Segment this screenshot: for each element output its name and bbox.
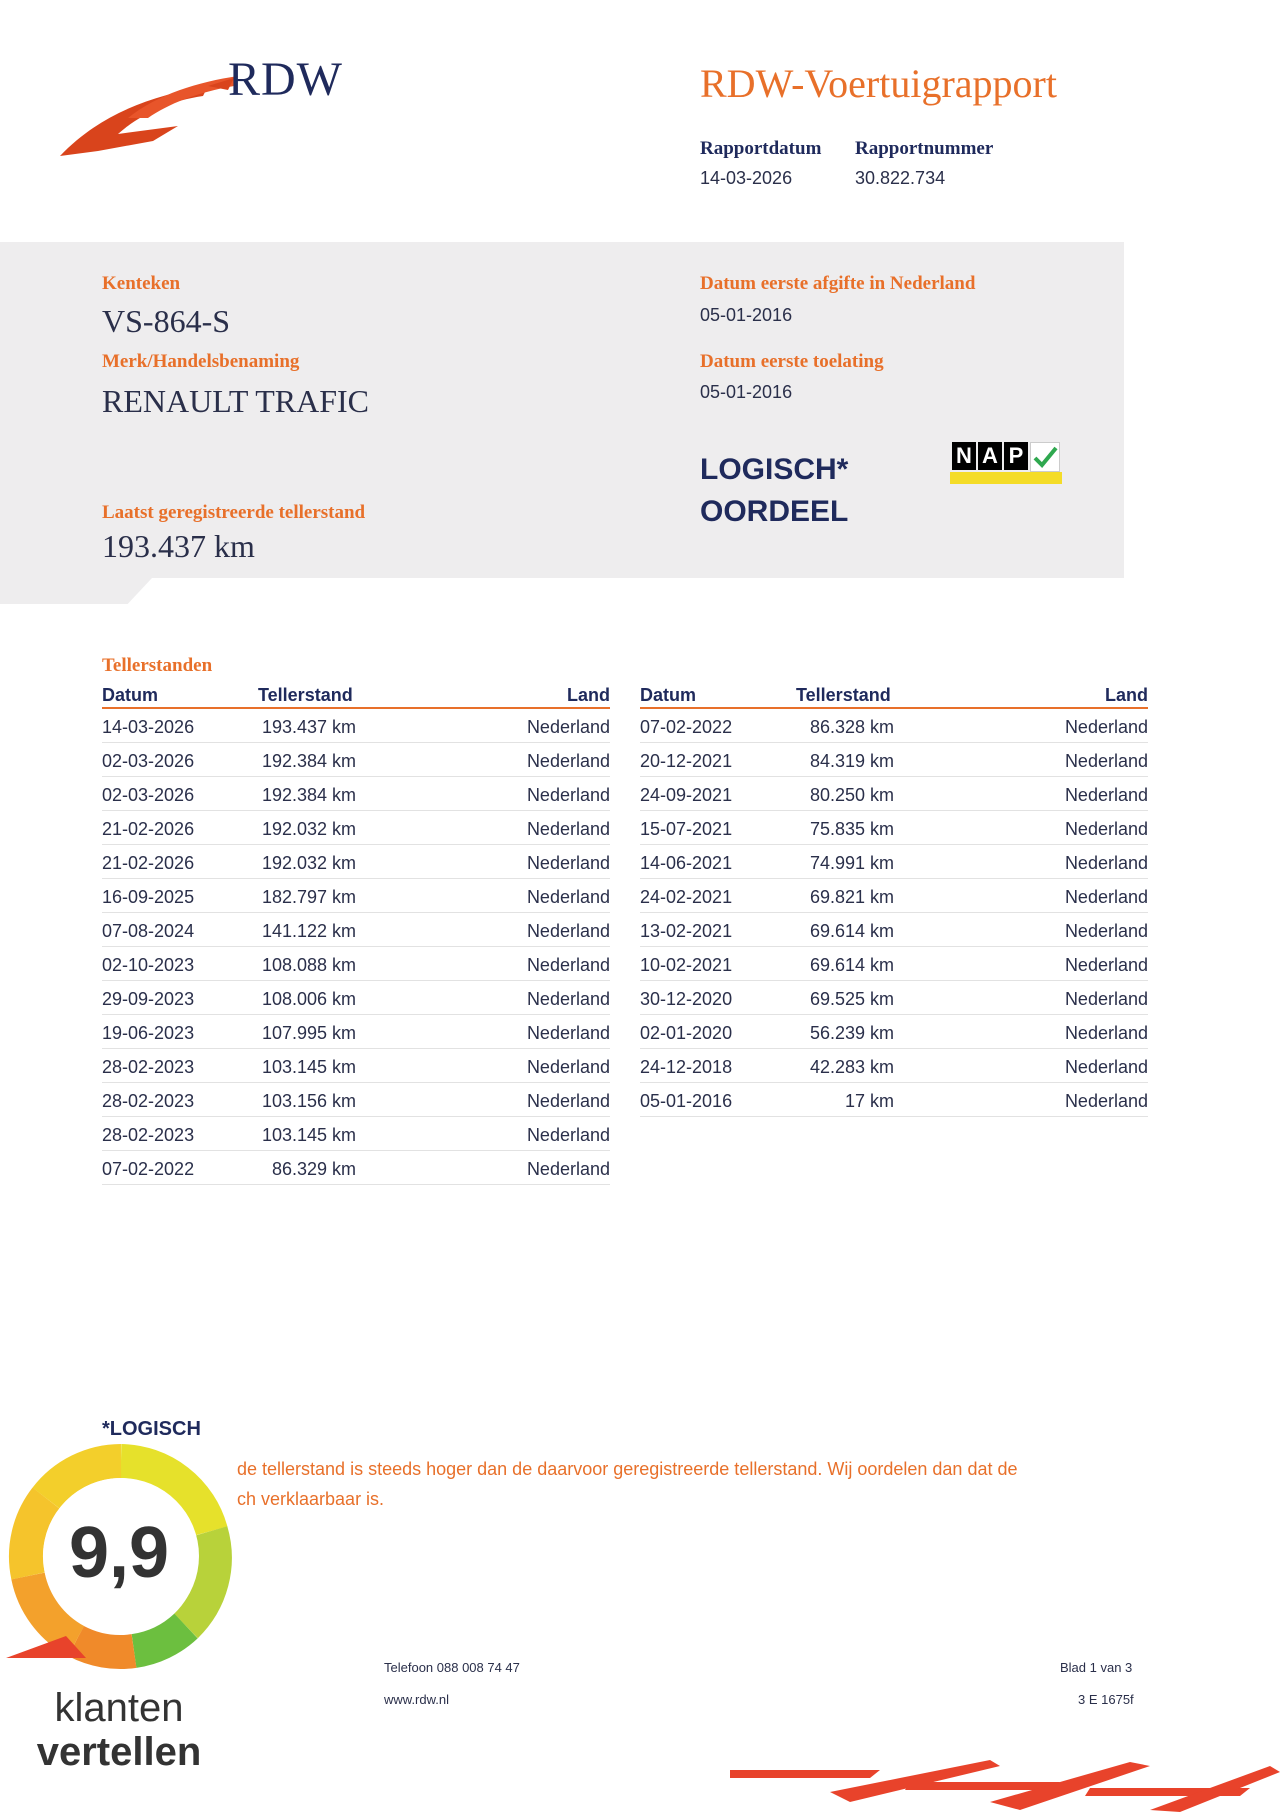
- cell-country: Nederland: [526, 955, 610, 975]
- cell-km: 69.614 km: [809, 955, 894, 975]
- table-row: [102, 709, 610, 743]
- cell-km: 192.384 km: [261, 751, 356, 771]
- nap-letter: N: [952, 442, 976, 470]
- cell-country: Nederland: [1064, 887, 1148, 907]
- table-row: [640, 879, 1148, 913]
- cell-country: Nederland: [1064, 819, 1148, 839]
- cell-date: 02-10-2023: [102, 955, 195, 975]
- cell-country: Nederland: [526, 1023, 610, 1043]
- odometer-table-left: [102, 685, 610, 1185]
- cell-date: 21-02-2026: [102, 853, 195, 873]
- table-row: [640, 1015, 1148, 1049]
- footer-website[interactable]: www.rdw.nl: [384, 1692, 450, 1707]
- cell-country: Nederland: [1064, 1057, 1148, 1077]
- header-date: Datum: [102, 685, 159, 705]
- report-date-label: Rapportdatum: [700, 138, 822, 159]
- rating-caption-2: vertellen: [36, 1730, 202, 1774]
- cell-country: Nederland: [1064, 921, 1148, 941]
- cell-country: Nederland: [1064, 751, 1148, 771]
- table-row: [640, 845, 1148, 879]
- cell-country: Nederland: [526, 717, 610, 737]
- cell-km: 193.437 km: [261, 717, 356, 737]
- footnote-line: ch verklaarbaar is.: [237, 1489, 385, 1509]
- cell-date: 07-08-2024: [102, 921, 195, 941]
- checkmark-icon: [1030, 442, 1060, 472]
- plate-value: VS-864-S: [102, 303, 231, 339]
- table-header: [102, 685, 610, 709]
- table-row: [102, 811, 610, 845]
- table-row: [102, 947, 610, 981]
- cell-date: 20-12-2021: [640, 751, 733, 771]
- cell-country: Nederland: [1064, 989, 1148, 1009]
- table-row: [102, 845, 610, 879]
- footer-phone: Telefoon 088 008 74 47: [384, 1660, 520, 1675]
- table-row: [640, 743, 1148, 777]
- footnote-line: de tellerstand is steeds hoger dan de daarvoor geregistreerde tellerstand. Wij oordelen dan dat de: [237, 1459, 1018, 1479]
- first-nl-label: Datum eerste afgifte in Nederland: [700, 273, 976, 294]
- cell-km: 192.032 km: [261, 853, 356, 873]
- footer-page-number: Blad 1 van 3: [1060, 1660, 1133, 1675]
- cell-country: Nederland: [1064, 853, 1148, 873]
- cell-country: Nederland: [526, 819, 610, 839]
- first-admission-label: Datum eerste toelating: [700, 351, 884, 372]
- cell-date: 02-01-2020: [640, 1023, 733, 1043]
- header-date: Datum: [640, 685, 697, 705]
- table-header: [640, 685, 1148, 709]
- cell-date: 28-02-2023: [102, 1091, 195, 1111]
- odometer-table-right: [640, 685, 1148, 1117]
- report-date: 14-03-2026: [700, 168, 793, 188]
- report-number: 30.822.734: [855, 168, 946, 188]
- table-row: [640, 777, 1148, 811]
- header-country: Land: [567, 685, 610, 705]
- table-row: [640, 913, 1148, 947]
- table-row: [640, 981, 1148, 1015]
- cell-date: 28-02-2023: [102, 1057, 195, 1077]
- cell-country: Nederland: [1064, 785, 1148, 805]
- cell-country: Nederland: [526, 887, 610, 907]
- cell-country: Nederland: [526, 921, 610, 941]
- make-label: Merk/Handelsbenaming: [102, 351, 300, 372]
- cell-km: 86.329 km: [271, 1159, 356, 1179]
- panel-tab-shape: [0, 578, 152, 604]
- cell-country: Nederland: [1064, 717, 1148, 737]
- cell-country: Nederland: [526, 751, 610, 771]
- cell-km: 17 km: [844, 1091, 894, 1111]
- cell-date: 30-12-2020: [640, 989, 733, 1009]
- cell-country: Nederland: [526, 785, 610, 805]
- cell-km: 103.145 km: [261, 1057, 356, 1077]
- table-row: [640, 811, 1148, 845]
- cell-date: 02-03-2026: [102, 751, 195, 771]
- cell-km: 108.006 km: [261, 989, 356, 1009]
- cell-km: 42.283 km: [809, 1057, 894, 1077]
- table-row: [102, 1049, 610, 1083]
- nap-letter: A: [978, 442, 1002, 470]
- cell-date: 15-07-2021: [640, 819, 733, 839]
- table-row: [640, 1049, 1148, 1083]
- table-row: [640, 1083, 1148, 1117]
- table-title: Tellerstanden: [102, 655, 213, 676]
- table-row: [102, 913, 610, 947]
- table-row: [102, 981, 610, 1015]
- first-nl-value: 05-01-2016: [700, 305, 793, 325]
- nap-letter: P: [1004, 442, 1028, 470]
- cell-date: 02-03-2026: [102, 785, 195, 805]
- cell-km: 75.835 km: [809, 819, 894, 839]
- odometer-value: 193.437 km: [102, 528, 255, 564]
- cell-country: Nederland: [526, 853, 610, 873]
- plate-label: Kenteken: [102, 273, 181, 294]
- cell-date: 14-06-2021: [640, 853, 733, 873]
- cell-km: 192.032 km: [261, 819, 356, 839]
- cell-country: Nederland: [526, 1125, 610, 1145]
- table-row: [102, 879, 610, 913]
- table-row: [640, 709, 1148, 743]
- cell-km: 80.250 km: [809, 785, 894, 805]
- cell-km: 69.821 km: [809, 887, 894, 907]
- cell-date: 07-02-2022: [640, 717, 733, 737]
- nap-yellow-bar: [950, 472, 1062, 484]
- table-row: [640, 947, 1148, 981]
- make-value: RENAULT TRAFIC: [102, 383, 370, 419]
- cell-date: 13-02-2021: [640, 921, 733, 941]
- cell-country: Nederland: [526, 1057, 610, 1077]
- cell-date: 05-01-2016: [640, 1091, 733, 1111]
- footnote-title: *LOGISCH: [102, 1418, 201, 1440]
- table-row: [102, 1083, 610, 1117]
- cell-date: 24-09-2021: [640, 785, 733, 805]
- table-row: [102, 743, 610, 777]
- rating-score: 9,9: [68, 1513, 170, 1593]
- cell-date: 28-02-2023: [102, 1125, 195, 1145]
- cell-km: 182.797 km: [261, 887, 356, 907]
- footnote-text: [102, 1454, 1082, 1514]
- cell-date: 16-09-2025: [102, 887, 195, 907]
- cell-km: 103.156 km: [261, 1091, 356, 1111]
- brand-name: RDW: [228, 53, 343, 106]
- decorative-stripes: [730, 1752, 1280, 1812]
- report-title: RDW-Voertuigrapport: [700, 61, 1057, 106]
- cell-country: Nederland: [526, 1091, 610, 1111]
- cell-date: 07-02-2022: [102, 1159, 195, 1179]
- footer-code: 3 E 1675f: [1078, 1692, 1134, 1707]
- cell-country: Nederland: [526, 1159, 610, 1179]
- cell-date: 19-06-2023: [102, 1023, 195, 1043]
- cell-country: Nederland: [1064, 1023, 1148, 1043]
- cell-km: 69.525 km: [809, 989, 894, 1009]
- cell-km: 107.995 km: [261, 1023, 356, 1043]
- rating-caption-1: klanten: [54, 1686, 184, 1730]
- cell-date: 14-03-2026: [102, 717, 195, 737]
- cell-date: 24-12-2018: [640, 1057, 733, 1077]
- report-number-label: Rapportnummer: [855, 138, 994, 159]
- cell-date: 29-09-2023: [102, 989, 195, 1009]
- cell-km: 141.122 km: [261, 921, 356, 941]
- cell-country: Nederland: [1064, 955, 1148, 975]
- first-admission-value: 05-01-2016: [700, 382, 793, 402]
- cell-km: 56.239 km: [809, 1023, 894, 1043]
- cell-country: Nederland: [526, 989, 610, 1009]
- header-country: Land: [1105, 685, 1148, 705]
- cell-km: 69.614 km: [809, 921, 894, 941]
- cell-country: Nederland: [1064, 1091, 1148, 1111]
- cell-km: 74.991 km: [809, 853, 894, 873]
- cell-km: 192.384 km: [261, 785, 356, 805]
- table-row: [102, 1151, 610, 1185]
- cell-km: 86.328 km: [809, 717, 894, 737]
- header-km: Tellerstand: [796, 685, 891, 705]
- cell-km: 84.319 km: [809, 751, 894, 771]
- verdict-line-1: LOGISCH*: [700, 453, 849, 486]
- cell-date: 21-02-2026: [102, 819, 195, 839]
- header-km: Tellerstand: [258, 685, 353, 705]
- cell-km: 103.145 km: [261, 1125, 356, 1145]
- verdict-line-2: OORDEEL: [700, 495, 849, 528]
- odometer-label: Laatst geregistreerde tellerstand: [102, 502, 366, 523]
- nap-logo: [950, 440, 1062, 486]
- cell-date: 10-02-2021: [640, 955, 733, 975]
- cell-km: 108.088 km: [261, 955, 356, 975]
- cell-date: 24-02-2021: [640, 887, 733, 907]
- table-row: [102, 1015, 610, 1049]
- table-row: [102, 777, 610, 811]
- table-row: [102, 1117, 610, 1151]
